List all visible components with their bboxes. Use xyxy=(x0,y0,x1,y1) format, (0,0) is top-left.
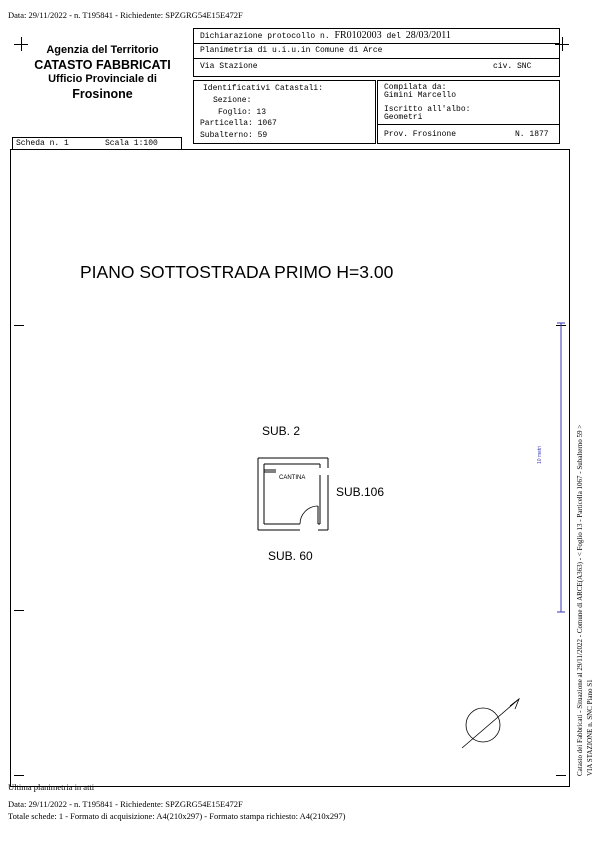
north-arrow-icon xyxy=(462,699,519,748)
albo-value: Geometri xyxy=(384,113,423,122)
office-name: Ufficio Provinciale di xyxy=(48,73,157,85)
compiler-name: Gimini Marcello xyxy=(384,91,457,100)
door-swing xyxy=(300,506,318,524)
catasto-title: CATASTO FABBRICATI xyxy=(34,58,171,72)
scheda-scale: Scala 1:100 xyxy=(105,139,158,148)
compiler-province: Prov. Frosinone xyxy=(384,130,457,139)
decl-number: FR0102003 xyxy=(334,30,382,41)
top-stamp: Data: 29/11/2022 - n. T195841 - Richiedente: SPZGRG54E15E472F xyxy=(8,10,243,20)
scale-bar xyxy=(557,323,565,612)
wall-inner xyxy=(264,464,320,524)
cantina-room xyxy=(258,458,328,530)
ident-particella: Particella: 1067 xyxy=(200,119,277,128)
sub-label-top: SUB. 2 xyxy=(262,424,301,438)
side-text-line2: VIA STAZIONE n. SNC Piano S1 xyxy=(586,679,594,776)
ident-subalterno: Subalterno: 59 xyxy=(200,131,268,140)
room-label-cantina: CANTINA xyxy=(279,475,306,481)
office-city: Frosinone xyxy=(72,87,133,101)
compiler-number: N. 1877 xyxy=(515,130,549,139)
wall-opening xyxy=(264,470,276,472)
compiler-label: Compilata da: xyxy=(384,83,447,92)
address-line: Via Stazione xyxy=(200,62,258,71)
sub-label-right: SUB.106 xyxy=(336,485,385,499)
ident-foglio: Foglio: 13 xyxy=(218,108,267,117)
ident-sezione: Sezione: xyxy=(213,96,252,105)
scale-bar-label: 10 metri xyxy=(537,445,543,464)
sub-label-bottom: SUB. 60 xyxy=(268,549,313,563)
civ-number: civ. SNC xyxy=(493,62,532,71)
decl-label: Dichiarazione protocollo n. xyxy=(200,32,330,41)
plan-title: PIANO SOTTOSTRADA PRIMO H=3.00 xyxy=(80,262,394,282)
decl-del: del xyxy=(386,32,401,41)
footer-ultima: Ultima planimetria in atti xyxy=(8,782,95,792)
side-text-line1: Catasto dei Fabbricati - Situazione al 29/11/2022 - Comune di ARCE(A363) - < Foglio 13 - Particella 1067 - Subalterno 59 > xyxy=(576,424,584,776)
planimetria-line: Planimetria di u.i.u.in Comune di Arce xyxy=(200,46,383,55)
decl-date: 28/03/2011 xyxy=(405,30,451,41)
agency-name: Agenzia del Territorio xyxy=(46,44,159,56)
albo-label: Iscritto all'albo: xyxy=(384,105,471,114)
footer-totale: Totale schede: 1 - Formato di acquisizione: A4(210x297) - Formato stampa richiesto: A4(210x297) xyxy=(8,811,346,821)
footer-data-line: Data: 29/11/2022 - n. T195841 - Richiedente: SPZGRG54E15E472F xyxy=(8,799,243,809)
scheda-label: Scheda n. 1 xyxy=(16,139,69,148)
ident-title: Identificativi Catastali: xyxy=(203,84,324,93)
